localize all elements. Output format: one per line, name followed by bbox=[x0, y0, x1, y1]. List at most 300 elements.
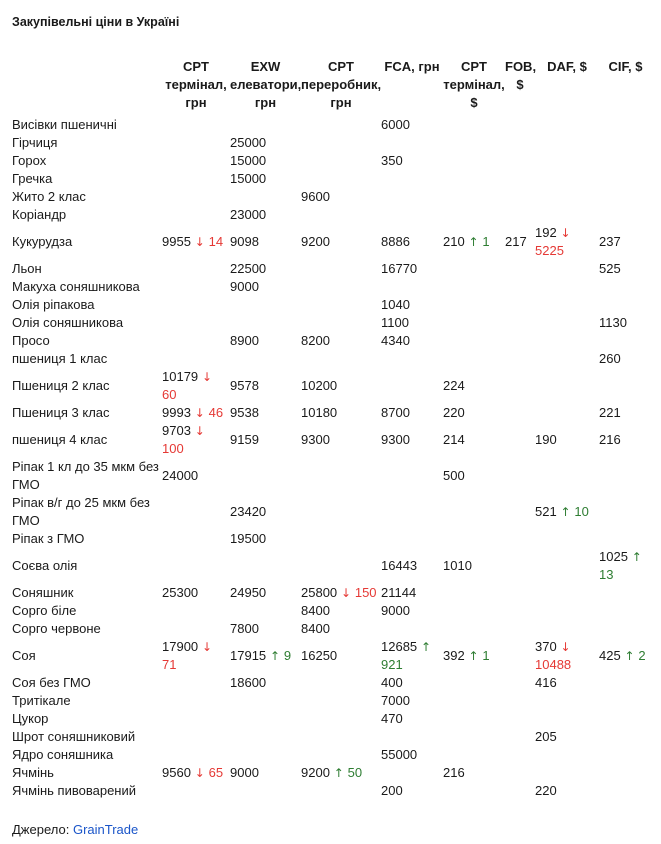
price-cell-exw-elevators-uah bbox=[230, 710, 301, 728]
price-cell-daf-usd bbox=[535, 260, 599, 278]
commodity-name: пшениця 1 клас bbox=[12, 351, 108, 366]
price-value: 416 bbox=[535, 675, 557, 690]
price-cell-cpt-terminal-uah bbox=[162, 116, 230, 134]
price-cell-cif-usd bbox=[599, 278, 652, 296]
price-value: 16443 bbox=[381, 558, 418, 573]
price-cell-cif-usd bbox=[599, 350, 652, 368]
price-cell-cpt-terminal-usd bbox=[443, 224, 505, 260]
price-cell-cpt-terminal-uah bbox=[162, 782, 230, 800]
source-link[interactable]: GrainTrade bbox=[72, 822, 139, 837]
price-cell-cpt-processor-uah bbox=[301, 746, 381, 764]
price-cell-fob-usd bbox=[505, 278, 535, 296]
price-cell-fca-uah bbox=[381, 530, 443, 548]
price-cell-cif-usd bbox=[599, 530, 652, 548]
price-cell-fob-usd bbox=[505, 224, 535, 260]
price-cell-fob-usd bbox=[505, 674, 535, 692]
price-cell-cpt-terminal-uah bbox=[162, 728, 230, 746]
price-value: 15000 bbox=[230, 153, 267, 168]
price-value: 8700 bbox=[381, 405, 410, 420]
price-value: 10180 bbox=[301, 405, 338, 420]
price-cell-cif-usd bbox=[599, 152, 652, 170]
prices-table bbox=[12, 58, 652, 800]
price-cell-cif-usd bbox=[599, 638, 652, 674]
price-cell-cpt-processor-uah bbox=[301, 602, 381, 620]
price-cell-cif-usd bbox=[599, 728, 652, 746]
price-cell-daf-usd bbox=[535, 710, 599, 728]
price-cell-daf-usd bbox=[535, 134, 599, 152]
commodity-name: Ріпак в/г до 25 мкм без ГМО bbox=[12, 495, 150, 528]
price-cell-fca-uah bbox=[381, 170, 443, 188]
price-cell-cpt-terminal-uah bbox=[162, 530, 230, 548]
price-cell-fca-uah bbox=[381, 692, 443, 710]
price-cell-cpt-processor-uah bbox=[301, 170, 381, 188]
table-row bbox=[12, 422, 652, 458]
column-header-fob-usd: FOB, $ bbox=[505, 59, 537, 92]
price-cell-cpt-terminal-uah bbox=[162, 458, 230, 494]
price-cell-cpt-processor-uah bbox=[301, 530, 381, 548]
price-value: 8400 bbox=[301, 603, 330, 618]
price-value: 9703 bbox=[162, 423, 191, 438]
price-cell-cif-usd bbox=[599, 314, 652, 332]
price-cell-cif-usd bbox=[599, 692, 652, 710]
price-cell-daf-usd bbox=[535, 152, 599, 170]
price-cell-fca-uah bbox=[381, 404, 443, 422]
price-cell-exw-elevators-uah bbox=[230, 350, 301, 368]
price-cell-cpt-terminal-usd bbox=[443, 116, 505, 134]
price-cell-cpt-processor-uah bbox=[301, 206, 381, 224]
price-cell-fca-uah bbox=[381, 674, 443, 692]
price-cell-cpt-terminal-uah bbox=[162, 368, 230, 404]
price-cell-cpt-processor-uah bbox=[301, 260, 381, 278]
price-value: 9993 bbox=[162, 405, 191, 420]
price-value: 400 bbox=[381, 675, 403, 690]
price-value: 9300 bbox=[301, 432, 330, 447]
price-cell-daf-usd bbox=[535, 692, 599, 710]
price-change bbox=[191, 765, 223, 780]
price-cell-fob-usd bbox=[505, 260, 535, 278]
arrow-down-icon: ↓ bbox=[337, 586, 355, 600]
price-cell-cpt-terminal-uah bbox=[162, 296, 230, 314]
price-cell-cpt-terminal-uah bbox=[162, 602, 230, 620]
price-cell-daf-usd bbox=[535, 170, 599, 188]
price-cell-cpt-processor-uah bbox=[301, 782, 381, 800]
price-cell-fob-usd bbox=[505, 620, 535, 638]
price-cell-cif-usd bbox=[599, 206, 652, 224]
price-cell-cif-usd bbox=[599, 620, 652, 638]
price-change-value: 5225 bbox=[535, 243, 564, 258]
price-change bbox=[266, 648, 291, 663]
price-cell-cpt-processor-uah bbox=[301, 692, 381, 710]
price-cell-cif-usd bbox=[599, 602, 652, 620]
price-cell-fob-usd bbox=[505, 458, 535, 494]
price-change bbox=[330, 765, 362, 780]
price-cell-cpt-terminal-usd bbox=[443, 782, 505, 800]
price-cell-cpt-terminal-uah bbox=[162, 188, 230, 206]
column-header-exw-elevators-uah: EXW елеватори, грн bbox=[230, 59, 302, 110]
price-cell-exw-elevators-uah bbox=[230, 674, 301, 692]
price-cell-cpt-terminal-uah bbox=[162, 404, 230, 422]
table-row bbox=[12, 548, 652, 584]
price-cell-cpt-terminal-usd bbox=[443, 530, 505, 548]
price-cell-cif-usd bbox=[599, 224, 652, 260]
arrow-up-icon: ↑ bbox=[464, 235, 483, 249]
price-cell-cpt-processor-uah bbox=[301, 224, 381, 260]
price-cell-fca-uah bbox=[381, 548, 443, 584]
price-cell-daf-usd bbox=[535, 224, 599, 260]
price-value: 6000 bbox=[381, 117, 410, 132]
commodity-name: Сорго червоне bbox=[12, 621, 101, 636]
table-row bbox=[12, 260, 652, 278]
commodity-name: Просо bbox=[12, 333, 50, 348]
arrow-down-icon: ↓ bbox=[556, 640, 571, 654]
price-value: 55000 bbox=[381, 747, 418, 762]
table-row bbox=[12, 170, 652, 188]
price-cell-cpt-terminal-usd bbox=[443, 674, 505, 692]
price-cell-cpt-terminal-uah bbox=[162, 584, 230, 602]
price-cell-fca-uah bbox=[381, 296, 443, 314]
price-value: 190 bbox=[535, 432, 557, 447]
price-change-value: 10488 bbox=[535, 657, 572, 672]
price-value: 9300 bbox=[381, 432, 410, 447]
price-cell-fca-uah bbox=[381, 188, 443, 206]
price-cell-cpt-terminal-usd bbox=[443, 332, 505, 350]
arrow-up-icon: ↑ bbox=[620, 649, 639, 663]
price-change-value: 13 bbox=[599, 567, 614, 582]
price-value: 9578 bbox=[230, 378, 259, 393]
price-cell-cpt-terminal-usd bbox=[443, 728, 505, 746]
price-cell-cif-usd bbox=[599, 782, 652, 800]
table-row bbox=[12, 188, 652, 206]
price-cell-exw-elevators-uah bbox=[230, 602, 301, 620]
price-cell-fca-uah bbox=[381, 422, 443, 458]
price-value: 16250 bbox=[301, 648, 338, 663]
column-header-daf-usd: DAF, $ bbox=[547, 59, 587, 74]
table-row bbox=[12, 350, 652, 368]
price-cell-cpt-terminal-usd bbox=[443, 152, 505, 170]
price-cell-fob-usd bbox=[505, 368, 535, 404]
price-value: 1130 bbox=[599, 315, 627, 330]
price-cell-daf-usd bbox=[535, 350, 599, 368]
price-cell-cpt-terminal-usd bbox=[443, 692, 505, 710]
commodity-name: Ріпак з ГМО bbox=[12, 531, 85, 546]
price-value: 25800 bbox=[301, 585, 338, 600]
price-value: 16770 bbox=[381, 261, 418, 276]
price-cell-cpt-terminal-usd bbox=[443, 764, 505, 782]
price-cell-fca-uah bbox=[381, 134, 443, 152]
price-change-value: 1 bbox=[482, 648, 490, 663]
price-cell-fob-usd bbox=[505, 404, 535, 422]
table-row bbox=[12, 134, 652, 152]
price-value: 260 bbox=[599, 351, 621, 366]
price-cell-exw-elevators-uah bbox=[230, 188, 301, 206]
price-change-value: 14 bbox=[208, 234, 224, 249]
price-value: 17915 bbox=[230, 648, 267, 663]
price-value: 525 bbox=[599, 261, 621, 276]
price-cell-cpt-terminal-uah bbox=[162, 422, 230, 458]
price-value: 9159 bbox=[230, 432, 259, 447]
column-header-cpt-processor-uah: CPT переробник, грн bbox=[301, 59, 382, 110]
price-value: 392 bbox=[443, 648, 465, 663]
price-cell-cif-usd bbox=[599, 134, 652, 152]
price-cell-cpt-terminal-usd bbox=[443, 278, 505, 296]
price-cell-cif-usd bbox=[599, 494, 652, 530]
price-cell-cif-usd bbox=[599, 458, 652, 494]
table-row bbox=[12, 638, 652, 674]
price-cell-cpt-terminal-uah bbox=[162, 620, 230, 638]
price-cell-cpt-terminal-usd bbox=[443, 638, 505, 674]
price-cell-cpt-terminal-usd bbox=[443, 458, 505, 494]
price-change-value: 46 bbox=[208, 405, 224, 420]
price-cell-daf-usd bbox=[535, 728, 599, 746]
price-cell-exw-elevators-uah bbox=[230, 278, 301, 296]
price-cell-cpt-terminal-uah bbox=[162, 206, 230, 224]
column-header-name bbox=[12, 58, 162, 116]
price-cell-cpt-terminal-uah bbox=[162, 152, 230, 170]
table-row bbox=[12, 584, 652, 602]
price-change-value: 1 bbox=[482, 234, 490, 249]
price-cell-cpt-processor-uah bbox=[301, 422, 381, 458]
source-label: Джерело: bbox=[12, 822, 70, 837]
price-value: 24000 bbox=[162, 468, 199, 483]
price-value: 9600 bbox=[301, 189, 330, 204]
commodity-name: Шрот соняшниковий bbox=[12, 729, 136, 744]
price-cell-fca-uah bbox=[381, 260, 443, 278]
price-cell-exw-elevators-uah bbox=[230, 368, 301, 404]
price-cell-cif-usd bbox=[599, 764, 652, 782]
commodity-name: Пшениця 2 клас bbox=[12, 378, 110, 393]
price-cell-exw-elevators-uah bbox=[230, 746, 301, 764]
price-cell-fob-usd bbox=[505, 152, 535, 170]
price-change-value: 2 bbox=[638, 648, 646, 663]
price-cell-cpt-processor-uah bbox=[301, 350, 381, 368]
price-cell-daf-usd bbox=[535, 422, 599, 458]
price-cell-cif-usd bbox=[599, 584, 652, 602]
price-cell-cpt-terminal-usd bbox=[443, 350, 505, 368]
price-value: 237 bbox=[599, 234, 621, 249]
price-cell-fob-usd bbox=[505, 602, 535, 620]
price-cell-exw-elevators-uah bbox=[230, 422, 301, 458]
price-change-value: 9 bbox=[283, 648, 292, 663]
price-cell-cif-usd bbox=[599, 548, 652, 584]
price-cell-cpt-terminal-uah bbox=[162, 224, 230, 260]
price-value: 4340 bbox=[381, 333, 410, 348]
table-row bbox=[12, 206, 652, 224]
table-row bbox=[12, 494, 652, 530]
price-cell-fca-uah bbox=[381, 116, 443, 134]
price-cell-fca-uah bbox=[381, 782, 443, 800]
price-value: 9000 bbox=[230, 279, 259, 294]
arrow-up-icon: ↑ bbox=[417, 640, 432, 654]
price-cell-exw-elevators-uah bbox=[230, 764, 301, 782]
price-value: 470 bbox=[381, 711, 403, 726]
price-value: 216 bbox=[599, 432, 621, 447]
price-value: 25300 bbox=[162, 585, 199, 600]
price-cell-fca-uah bbox=[381, 152, 443, 170]
price-value: 10179 bbox=[162, 369, 199, 384]
price-cell-fob-usd bbox=[505, 782, 535, 800]
price-cell-fca-uah bbox=[381, 746, 443, 764]
price-value: 19500 bbox=[230, 531, 267, 546]
arrow-down-icon: ↓ bbox=[190, 406, 209, 420]
price-cell-exw-elevators-uah bbox=[230, 530, 301, 548]
table-row bbox=[12, 710, 652, 728]
arrow-down-icon: ↓ bbox=[198, 640, 213, 654]
price-cell-cif-usd bbox=[599, 170, 652, 188]
price-cell-fob-usd bbox=[505, 692, 535, 710]
price-cell-exw-elevators-uah bbox=[230, 206, 301, 224]
price-cell-cif-usd bbox=[599, 296, 652, 314]
price-cell-cpt-terminal-usd bbox=[443, 548, 505, 584]
price-cell-fob-usd bbox=[505, 296, 535, 314]
arrow-down-icon: ↓ bbox=[198, 370, 213, 384]
price-cell-fca-uah bbox=[381, 332, 443, 350]
price-cell-daf-usd bbox=[535, 746, 599, 764]
price-cell-fob-usd bbox=[505, 764, 535, 782]
price-cell-cpt-processor-uah bbox=[301, 296, 381, 314]
price-cell-exw-elevators-uah bbox=[230, 332, 301, 350]
price-cell-exw-elevators-uah bbox=[230, 638, 301, 674]
price-cell-fob-usd bbox=[505, 170, 535, 188]
arrow-up-icon: ↑ bbox=[556, 505, 575, 519]
price-cell-fob-usd bbox=[505, 746, 535, 764]
price-cell-fob-usd bbox=[505, 350, 535, 368]
column-header-fca-uah: FCA, грн bbox=[384, 59, 440, 74]
table-row bbox=[12, 620, 652, 638]
commodity-name: Соняшник bbox=[12, 585, 74, 600]
price-cell-daf-usd bbox=[535, 458, 599, 494]
price-cell-cpt-processor-uah bbox=[301, 314, 381, 332]
price-cell-cpt-terminal-usd bbox=[443, 494, 505, 530]
price-cell-cif-usd bbox=[599, 368, 652, 404]
price-cell-exw-elevators-uah bbox=[230, 314, 301, 332]
price-change-value: 50 bbox=[347, 765, 363, 780]
price-cell-cpt-terminal-uah bbox=[162, 170, 230, 188]
price-value: 15000 bbox=[230, 171, 267, 186]
price-value: 9000 bbox=[381, 603, 410, 618]
price-cell-daf-usd bbox=[535, 548, 599, 584]
price-cell-cpt-processor-uah bbox=[301, 548, 381, 584]
commodity-name: Сорго біле bbox=[12, 603, 77, 618]
table-row bbox=[12, 782, 652, 800]
price-cell-cpt-terminal-usd bbox=[443, 620, 505, 638]
price-cell-fob-usd bbox=[505, 548, 535, 584]
price-cell-daf-usd bbox=[535, 296, 599, 314]
price-cell-cif-usd bbox=[599, 188, 652, 206]
price-cell-daf-usd bbox=[535, 314, 599, 332]
price-value: 22500 bbox=[230, 261, 267, 276]
price-change-value: 10 bbox=[574, 504, 589, 519]
price-cell-daf-usd bbox=[535, 116, 599, 134]
commodity-name: Олія ріпакова bbox=[12, 297, 95, 312]
table-row bbox=[12, 602, 652, 620]
price-cell-exw-elevators-uah bbox=[230, 134, 301, 152]
price-value: 425 bbox=[599, 648, 621, 663]
commodity-name: Олія соняшникова bbox=[12, 315, 124, 330]
price-cell-daf-usd bbox=[535, 278, 599, 296]
price-cell-exw-elevators-uah bbox=[230, 404, 301, 422]
price-cell-cpt-terminal-uah bbox=[162, 746, 230, 764]
price-cell-fca-uah bbox=[381, 602, 443, 620]
arrow-down-icon: ↓ bbox=[190, 424, 205, 438]
price-cell-daf-usd bbox=[535, 620, 599, 638]
price-cell-exw-elevators-uah bbox=[230, 494, 301, 530]
table-row bbox=[12, 692, 652, 710]
price-cell-cpt-terminal-usd bbox=[443, 296, 505, 314]
commodity-name: Ячмінь bbox=[12, 765, 54, 780]
price-cell-daf-usd bbox=[535, 782, 599, 800]
price-cell-cif-usd bbox=[599, 746, 652, 764]
page-title: Закупівельні ціни в Україні bbox=[12, 15, 180, 29]
price-cell-cpt-processor-uah bbox=[301, 638, 381, 674]
price-cell-cpt-terminal-uah bbox=[162, 314, 230, 332]
price-cell-daf-usd bbox=[535, 206, 599, 224]
price-cell-exw-elevators-uah bbox=[230, 584, 301, 602]
price-change-value: 60 bbox=[162, 387, 177, 402]
price-cell-cpt-terminal-usd bbox=[443, 368, 505, 404]
column-header-cpt-terminal-uah: CPT термінал, грн bbox=[165, 59, 227, 110]
price-change bbox=[557, 504, 589, 519]
price-cell-cpt-processor-uah bbox=[301, 584, 381, 602]
price-change-value: 71 bbox=[162, 657, 177, 672]
price-value: 9200 bbox=[301, 765, 330, 780]
price-change bbox=[337, 585, 376, 600]
price-cell-fca-uah bbox=[381, 350, 443, 368]
price-cell-fob-usd bbox=[505, 116, 535, 134]
price-change-value: 100 bbox=[162, 441, 184, 456]
price-cell-fob-usd bbox=[505, 314, 535, 332]
price-value: 205 bbox=[535, 729, 557, 744]
commodity-name: Льон bbox=[12, 261, 42, 276]
price-value: 7800 bbox=[230, 621, 259, 636]
price-cell-cpt-processor-uah bbox=[301, 152, 381, 170]
price-cell-fob-usd bbox=[505, 206, 535, 224]
price-cell-cpt-terminal-usd bbox=[443, 170, 505, 188]
price-cell-fca-uah bbox=[381, 620, 443, 638]
price-value: 350 bbox=[381, 153, 403, 168]
price-cell-cpt-terminal-uah bbox=[162, 674, 230, 692]
price-cell-daf-usd bbox=[535, 584, 599, 602]
price-value: 9955 bbox=[162, 234, 191, 249]
price-cell-daf-usd bbox=[535, 530, 599, 548]
price-cell-exw-elevators-uah bbox=[230, 224, 301, 260]
price-cell-exw-elevators-uah bbox=[230, 260, 301, 278]
price-cell-cpt-processor-uah bbox=[301, 332, 381, 350]
table-row bbox=[12, 116, 652, 134]
price-value: 221 bbox=[599, 405, 621, 420]
price-value: 217 bbox=[505, 234, 527, 249]
price-cell-fca-uah bbox=[381, 764, 443, 782]
price-cell-fca-uah bbox=[381, 728, 443, 746]
price-value: 220 bbox=[443, 405, 465, 420]
price-value: 9538 bbox=[230, 405, 259, 420]
price-cell-cif-usd bbox=[599, 404, 652, 422]
price-value: 192 bbox=[535, 225, 557, 240]
price-cell-fob-usd bbox=[505, 134, 535, 152]
table-row bbox=[12, 404, 652, 422]
price-value: 500 bbox=[443, 468, 465, 483]
price-cell-daf-usd bbox=[535, 674, 599, 692]
price-value: 10200 bbox=[301, 378, 338, 393]
price-value: 521 bbox=[535, 504, 557, 519]
price-cell-exw-elevators-uah bbox=[230, 692, 301, 710]
price-cell-fca-uah bbox=[381, 458, 443, 494]
price-cell-exw-elevators-uah bbox=[230, 782, 301, 800]
price-cell-cpt-terminal-uah bbox=[162, 134, 230, 152]
price-cell-cpt-terminal-uah bbox=[162, 494, 230, 530]
price-cell-cpt-terminal-usd bbox=[443, 188, 505, 206]
price-value: 224 bbox=[443, 378, 465, 393]
price-cell-fob-usd bbox=[505, 638, 535, 674]
